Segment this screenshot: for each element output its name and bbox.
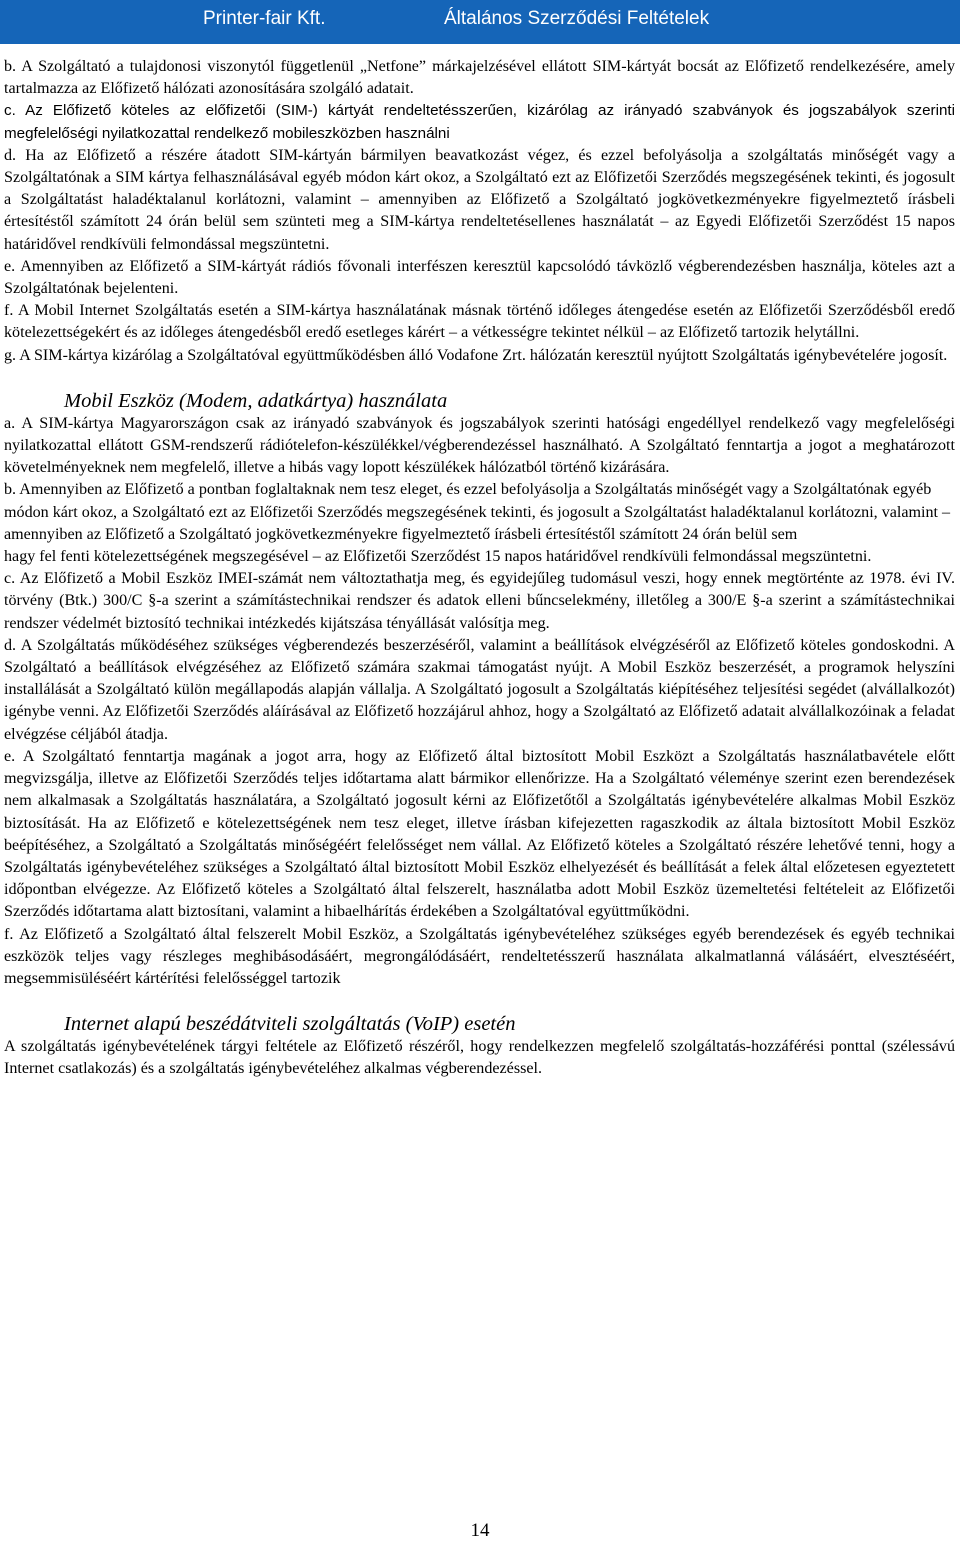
company-name: Printer-fair Kft. <box>203 8 326 29</box>
paragraph-1g: g. A SIM-kártya kizárólag a Szolgáltatóval együttműködésben álló Vodafone Zrt. hálózatán keresztül nyújtott Szolgáltatás igénybevételére jogosít. <box>4 346 948 364</box>
paragraph-1d: d. Ha az Előfizető a részére átadott SIM-kártyán bármilyen beavatkozást végez, és ezzel befolyásolja a szolgáltatás minőségét vagy a Szolgáltatónak a SIM kártya felhasználásával egyéb módon kárt okoz, a Szolgáltató ezt az Előfizetői Szerződés megszegésének tekinti, és jogosult a Szolgáltatást haladéktalanul korlátozni, valamint – amennyiben az Előfizető a Szolgáltató jogkövetkezményekre figyelmeztető írásbeli értesítéstől számított 24 órán belül sem szünteti meg a SIM-kártya rendeltetésellenes használatát – az Egyedi Előfizetői Szerződést 15 napos határidővel rendkívüli felmondással megszüntetni. <box>4 146 955 253</box>
paragraph-2d: d. A Szolgáltatás működéséhez szükséges végberendezés beszerzéséről, valamint a beállítások elvégzéséről az Előfizető köteles gondoskodni. A Szolgáltató a beállítások elvégzéséhez az Előfizető számára szakmai támogatást nyújt. A Mobil Eszköz beszerzését, a programok helyszíni installálását a Szolgáltató külön megállapodás alapján vállalja. A Szolgáltató jogosult a Szolgáltatás kiépítéséhez teljesítési segédet (alvállalkozót) igénybe venni. Az Előfizetői Szerződés aláírásával az Előfizető hozzájárul ahhoz, hogy a Szolgáltató az Előfizető adatait alvállalkozóinak a feladat elvégzése céljából átadja. <box>4 636 955 743</box>
paragraph-2a: a. A SIM-kártya Magyarországon csak az irányadó szabványok és jogszabályok szerinti hatósági engedéllyel rendelkező vagy megfelelőségi nyilatkozattal ellátott GSM-rendszerű rádiótelefon-készülékkel/végberendezéssel használható. A Szolgáltató fenntartja a jogot a meghatározott követelményeknek nem megfelelő, illetve a hibás vagy lopott készülékek hálózatból történő kizárására. <box>4 414 955 477</box>
paragraph-2b-part2: hagy fel fenti kötelezettségének megszegésével – az Előfizetői Szerződést 15 napos határidővel rendkívüli felmondással megszüntetni. <box>4 548 872 566</box>
paragraph-2f: f. Az Előfizető a Szolgáltató által felszerelt Mobil Eszköz, a Szolgáltatás igénybevételéhez szükséges egyéb berendezések és egyéb technikai eszközök teljes vagy részleges meghibásodásáért, megrongálódásáért, rendeltetésszerű használata alkalmatlanná válásáért, elvesztéséért, megsemmisüléséért kártérítési felelősséggel tartozik <box>4 925 955 987</box>
paragraph-1b: b. A Szolgáltató a tulajdonosi viszonytól függetlenül „Netfone” márkajelzésével ellátott SIM-kártyát bocsát az Előfizető rendelkezésére, amely tartalmazza az Előfizető hálózati azonosítására szolgáló adatait. <box>4 58 955 98</box>
paragraph-1f: f. A Mobil Internet Szolgáltatás esetén a SIM-kártya használatának másnak történő időleges átengedése esetén az Előfizetői Szerződésből eredő kötelezettségekért és az időleges átengedésből eredő esetleges kárért – a vétkességre tekintet nélkül – az Előfizető tartozik helytállni. <box>4 302 955 342</box>
paragraph-3: A szolgáltatás igénybevételének tárgyi feltétele az Előfizető részéről, hogy rendelkezzen megfelelő szolgáltatás-hozzáférési ponttal (szélessávú Internet csatlakozás) és a szolgáltatás igénybevételéhez alkalmas végberendezéssel. <box>4 1038 955 1078</box>
paragraph-2b-part1: b. Amennyiben az Előfizető a pontban foglaltaknak nem tesz eleget, és ezzel befolyásolja a Szolgáltatás minőségét vagy a Szolgáltatónak egyéb módon kárt okoz, a Szolgáltató ezt az Előfizetői Szerződés megszegésének tekinti, és jogosult a Szolgáltatást haladéktalanul korlátozni, valamint – amennyiben az Előfizető a Szolgáltató jogkövetkezményekre figyelmeztető írásbeli értesítéstől számított 24 órán belül sem <box>4 481 951 543</box>
section-heading-mobile-device: Mobil Eszköz (Modem, adatkártya) használata <box>64 389 448 412</box>
paragraph-2e: e. A Szolgáltató fenntartja magának a jogot arra, hogy az Előfizető által biztosított Mobil Eszközt a Szolgáltatás használatbavétele előtt megvizsgálja, illetve az Előfizetői Szerződés teljes időtartama alatt bármikor ellenőrizze. Ha a Szolgáltató véleménye szerint ezen berendezések nem alkalmasak a Szolgáltatás használatára, a Szolgáltató jogosult kérni az Előfizetőtől a Szolgáltatás igénybevételére alkalmas Mobil Eszköz biztosítását. Ha az Előfizető e kötelezettségének nem tesz eleget, illetve írásban kifejezetten ragaszkodik az általa biztosított Mobil Eszköz beépítéséhez, a Szolgáltató a Szolgáltatás minőségéért felelősséget nem vállal. Az Előfizető köteles a Szolgáltató részére lehetővé tenni, hogy a Szolgáltatás igénybevételéhez szükséges a Szolgáltató által biztosított Mobil Eszköz elhelyezését és beállítását a felek által előzetesen egyeztetett időpontban elvégezze. Az Előfizető köteles a Szolgáltató által felszerelt, használatba adott Mobil Eszköz üzemeltetési feltételeit az Előfizetői Szerződés időtartama alatt biztosítani, valamint a hibaelhárítás érdekében a Szolgáltatóval együttműködni. <box>4 747 955 921</box>
document-body <box>4 56 955 1081</box>
document-title: Általános Szerződési Feltételek <box>444 8 710 29</box>
section-heading-voip: Internet alapú beszédátviteli szolgáltatás (VoIP) esetén <box>64 1013 516 1036</box>
paragraph-2c: c. Az Előfizető a Mobil Eszköz IMEI-számát nem változtathatja meg, és egyidejűleg tudomásul veszi, hogy ennek megtörténte az 1978. évi IV. törvény (Btk.) 300/C §-a szerint a számítástechnikai rendszer és adatok elleni bűncselekmény, illetőleg a 300/E §-a szerint a számítástechnikai rendszer védelmét biztosító technikai intézkedés kijátszása tényállását valósítja meg. <box>4 570 955 632</box>
paragraph-1c: c. Az Előfizető köteles az előfizetői (SIM-) kártyát rendeltetésszerűen, kizárólag az irányadó szabványok és jogszabályok szerinti megfelelőségi nyilatkozattal rendelkező mobileszközben használni <box>4 102 955 142</box>
paragraph-1e: e. Amennyiben az Előfizető a SIM-kártyát rádiós fővonali interfészen keresztül kapcsolódó távközlő végberendezésben használja, köteles azt a Szolgáltatónak bejelenteni. <box>4 257 955 298</box>
page-number: 14 <box>470 1520 490 1541</box>
page-header <box>0 0 960 44</box>
